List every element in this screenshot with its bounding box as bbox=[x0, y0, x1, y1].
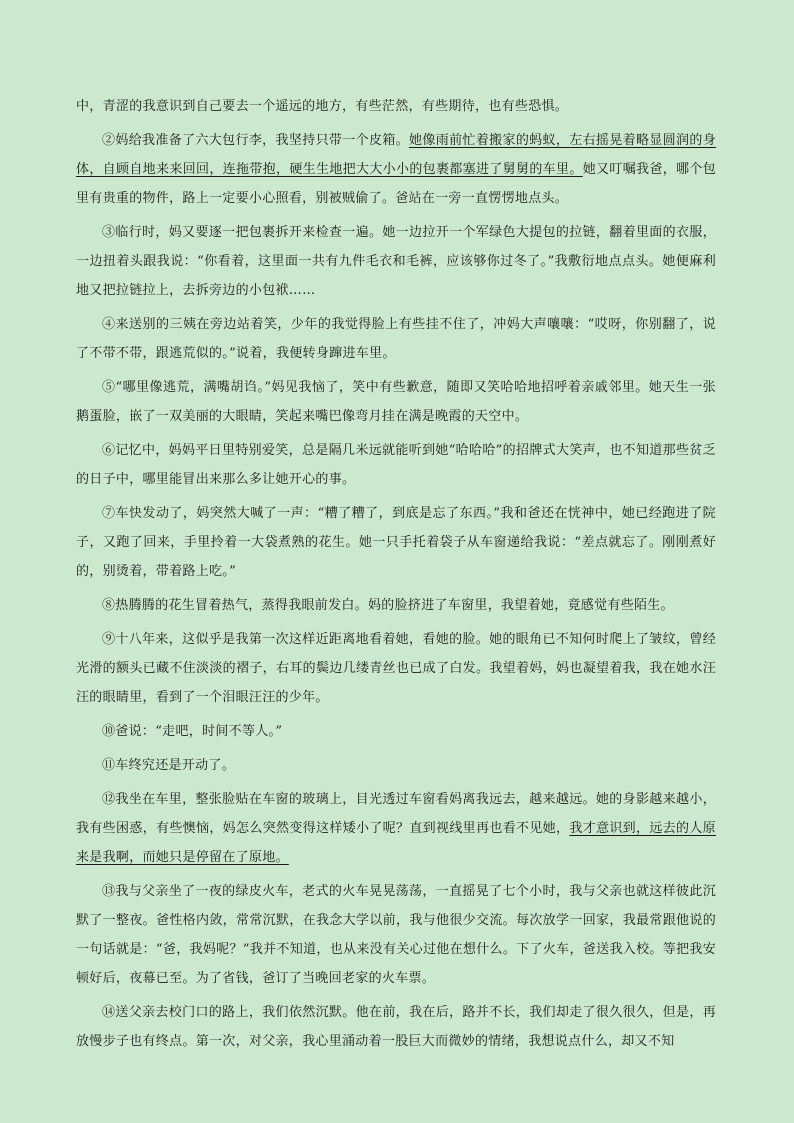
paragraph-p14 bbox=[76, 998, 716, 1056]
paragraph-p11 bbox=[76, 751, 716, 780]
paragraph-text: ⑪车终究还是开动了。 bbox=[102, 758, 236, 773]
underlined-sentence: 她像雨前忙着搬家的蚂蚁，左右摇晃着略显圆润的身体，自顾自地来来回回，连拖带抱，硬生生地把大大小小的包裹都塞进了舅舅的车里。 bbox=[76, 133, 717, 177]
paragraph-text: ⑤“哪里像逃荒，满嘴胡诌。”妈见我恼了，笑中有些歉意，随即又笑哈哈地招呼着亲戚邻里。她天生一张鹅蛋脸，嵌了一双美丽的大眼睛，笑起来嘴巴像弯月挂在满是晚霞的天空中。 bbox=[76, 380, 716, 424]
underlined-sentence: 我才意识到，远去的人原来是我啊，而她只是停留在了原地。 bbox=[76, 821, 716, 865]
paragraph-p2 bbox=[76, 126, 716, 213]
paragraph-text: ④来送别的三姨在旁边站着笑，少年的我觉得脸上有些挂不住了，冲妈大声嚷嚷：“哎呀，你别翻了，说了不带不带，跟逃荒似的。”说着，我便转身蹿进车里。 bbox=[76, 317, 716, 361]
paragraph-p9 bbox=[76, 625, 716, 712]
paragraph-text: ⑬我与父亲坐了一夜的绿皮火车，老式的火车晃晃荡荡，一直摇晃了七个小时，我与父亲也就这样彼此沉默了一整夜。爸性格内敛，常常沉默，在我念大学以前，我与他很少交流。每次放学一回家，我最常跟他说的一句话就是：“爸，我妈呢？”我并不知道，也从来没有关心过他在想什么。下了火车，爸送我入校。等把我安顿好后，夜幕已至。为了省钱，爸订了当晚回老家的火车票。 bbox=[76, 884, 716, 986]
paragraph-p-cont bbox=[76, 92, 716, 121]
paragraph-p8 bbox=[76, 591, 716, 620]
paragraph-text: ②妈给我准备了六大包行李，我坚持只带一个皮箱。 bbox=[102, 133, 410, 148]
paragraph-text: ⑫我坐在车里，整张脸贴在车窗的玻璃上，目光透过车窗看妈离我远去，越来越远。她的身影越来越小，我有些困惑，有些懊恼，妈怎么突然变得这样矮小了呢？直到视线里再也看不见她， bbox=[76, 792, 716, 836]
paragraph-text: ⑧热腾腾的花生冒着热气，蒸得我眼前发白。妈的脸挤进了车窗里，我望着她，竟感觉有些陌生。 bbox=[102, 598, 674, 613]
paragraph-p3 bbox=[76, 218, 716, 305]
paragraph-text: ⑨十八年来，这似乎是我第一次这样近距离地看着她，看她的脸。她的眼角已不知何时爬上了皱纹，曾经光滑的额头已藏不住淡淡的褶子，右耳的鬓边几缕青丝也已成了白发。我望着妈，妈也凝望着我，我在她水汪汪的眼睛里，看到了一个泪眼汪汪的少年。 bbox=[76, 632, 716, 705]
paragraph-p6 bbox=[76, 436, 716, 494]
paragraph-text: ⑦车快发动了，妈突然大喊了一声：“糟了糟了，到底是忘了东西。”我和爸还在恍神中，她已经跑进了院子，又跑了回来，手里拎着一大袋煮熟的花生。她一只手托着袋子从车窗递给我说：“差点就忘了。刚刚煮好的，别烫着，带着路上吃。” bbox=[76, 506, 716, 579]
paragraph-text: 她又叮嘱我爸，哪个包里有贵重的物件，路上一定要小心照看，别被贼偷了。爸站在一旁一直愣愣地点头。 bbox=[76, 162, 716, 206]
paragraph-p13 bbox=[76, 877, 716, 993]
paragraph-text: ⑥记忆中，妈妈平日里特别爱笑，总是隔几米远就能听到她“哈哈哈”的招牌式大笑声，也不知道那些贫乏的日子中，哪里能冒出来那么多让她开心的事。 bbox=[76, 443, 716, 487]
paragraph-text: ⑭送父亲去校门口的路上，我们依然沉默。他在前，我在后，路并不长，我们却走了很久很久，但是，再放慢步子也有终点。第一次，对父亲，我心里涌动着一股巨大而微妙的情绪，我想说点什么，却又不知 bbox=[76, 1005, 716, 1049]
paragraph-text: ⑩爸说：“走吧，时间不等人。” bbox=[102, 724, 283, 739]
paragraph-text: ③临行时，妈又要逐一把包裹拆开来检查一遍。她一边拉开一个军绿色大提包的拉链，翻着里面的衣服，一边扭着头跟我说：“你看着，这里面一共有九件毛衣和毛裤，应该够你过冬了。”我敷衍地点点头。她便麻利地又把拉链拉上，去拆旁边的小包袱…… bbox=[76, 225, 716, 298]
paragraph-p5 bbox=[76, 373, 716, 431]
paragraph-p10 bbox=[76, 717, 716, 746]
paragraph-text: 中，青涩的我意识到自己要去一个遥远的地方，有些茫然，有些期待，也有些恐惧。 bbox=[76, 99, 569, 114]
paragraph-p12 bbox=[76, 785, 716, 872]
paragraph-p7 bbox=[76, 499, 716, 586]
paragraph-p4 bbox=[76, 310, 716, 368]
